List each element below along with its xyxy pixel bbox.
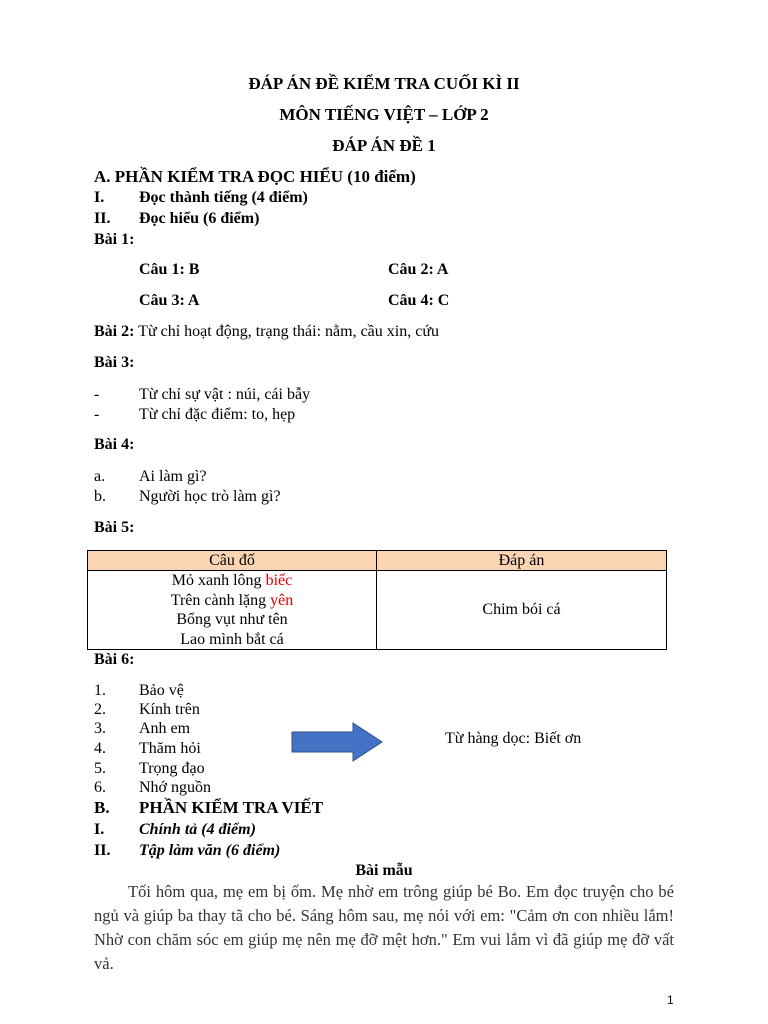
- part-a-ii-number: II.: [94, 210, 111, 227]
- bai4-bullet-a: a.: [94, 468, 106, 485]
- bai4-item-a: Ai làm gì?: [139, 468, 207, 485]
- part-b-i-heading: Chính tả (4 điểm): [139, 821, 256, 838]
- bai4-label: Bài 4:: [94, 436, 135, 453]
- bai6-item-4: Thăm hỏi: [139, 740, 201, 757]
- bai3-item-2: Từ chỉ đặc điểm: to, hẹp: [139, 406, 296, 423]
- part-a-heading: A. PHẦN KIỂM TRA ĐỌC HIỂU (10 điểm): [94, 167, 416, 186]
- bai6-num-3: 3.: [94, 720, 106, 737]
- bai6-item-3: Anh em: [139, 720, 191, 737]
- bai6-num-5: 5.: [94, 760, 106, 777]
- bai3-item-1: Từ chỉ sự vật : núi, cái bẫy: [139, 386, 311, 403]
- bai3-bullet-2: -: [94, 406, 100, 423]
- bai4-bullet-b: b.: [94, 488, 106, 505]
- bai2-text: Từ chỉ hoạt động, trạng thái: nằm, cầu xin, cứu: [134, 323, 439, 340]
- bai3-bullet-1: -: [94, 386, 100, 403]
- exam-title: ĐÁP ÁN ĐỀ 1: [332, 136, 436, 155]
- part-b-ii-heading: Tập làm văn (6 điểm): [139, 842, 281, 859]
- riddle-cell: [88, 571, 377, 650]
- bai6-label: Bài 6:: [94, 651, 135, 668]
- bai6-item-5: Trọng đạo: [139, 760, 205, 777]
- right-arrow-icon: [291, 722, 383, 762]
- bai5-label: Bài 5:: [94, 519, 135, 536]
- arrow-shape: [292, 723, 382, 761]
- riddle-table-header: [88, 551, 667, 571]
- bai4-item-b: Người học trò làm gì?: [139, 488, 281, 505]
- riddle-line-3: Bổng vụt như tên: [176, 611, 288, 628]
- part-b-heading: PHẦN KIỂM TRA VIẾT: [139, 798, 324, 817]
- riddle-highlight-2: yên: [270, 591, 294, 609]
- bai6-num-4: 4.: [94, 740, 106, 757]
- bai1-label: Bài 1:: [94, 231, 135, 248]
- answer-cell: Chim bói cá: [377, 571, 667, 650]
- riddle-header-cell: Câu đố: [88, 551, 377, 571]
- bai6-item-6: Nhớ nguồn: [139, 779, 212, 796]
- part-a-i-heading: Đọc thành tiếng (4 điểm): [139, 189, 308, 206]
- page-number: 1: [667, 993, 674, 1007]
- part-b-i-number: I.: [94, 821, 105, 838]
- sample-essay: Tối hôm qua, mẹ em bị ốm. Mẹ nhờ em trông giúp bé Bo. Em đọc truyện cho bé ngủ và giúp ba thay tã cho bé. Sáng hôm sau, mẹ nói với em: "Cảm ơn con nhiều lắm! Nhờ con chăm sóc em giúp mẹ nên mẹ đỡ mệt hơn." Em vui lắm vì đã giúp mẹ đỡ vất vả.: [94, 882, 674, 973]
- part-a-ii-heading: Đọc hiểu (6 điểm): [139, 210, 260, 227]
- part-a-i-number: I.: [94, 189, 105, 206]
- riddle-highlight-1: biếc: [265, 572, 293, 589]
- riddle-table: [87, 550, 667, 650]
- bai1-answer-1: Câu 1: B: [139, 261, 200, 278]
- riddle-line-1: Mỏ xanh lông biếc: [171, 572, 293, 589]
- bai6-num-1: 1.: [94, 682, 106, 699]
- subject-title: MÔN TIẾNG VIỆT – LỚP 2: [279, 105, 489, 124]
- bai1-answer-3: Câu 3: A: [139, 292, 200, 309]
- riddle-line-4: Lao mình bắt cá: [180, 630, 284, 648]
- bai6-num-2: 2.: [94, 701, 106, 718]
- bai6-num-6: 6.: [94, 779, 106, 796]
- bai6-item-2: Kính trên: [139, 701, 200, 718]
- bai6-result: Từ hàng dọc: Biết ơn: [445, 730, 582, 747]
- bai2-label: Bài 2:: [94, 323, 135, 340]
- bai1-answer-2: Câu 2: A: [388, 261, 449, 278]
- answer-header-cell: Đáp án: [377, 551, 667, 571]
- part-b-ii-number: II.: [94, 842, 111, 859]
- sample-title: Bài mẫu: [355, 862, 413, 879]
- bai2-line: [94, 323, 439, 341]
- bai6-item-1: Bảo vệ: [139, 682, 184, 699]
- bai3-label: Bài 3:: [94, 354, 135, 371]
- bai1-answer-4: Câu 4: C: [388, 292, 450, 309]
- riddle-line-2: Trên cành lặng yên: [170, 591, 294, 609]
- part-b-number: B.: [94, 798, 110, 817]
- riddle-table-row: [88, 571, 667, 650]
- document-title: ĐÁP ÁN ĐỀ KIỂM TRA CUỐI KÌ II: [248, 74, 520, 93]
